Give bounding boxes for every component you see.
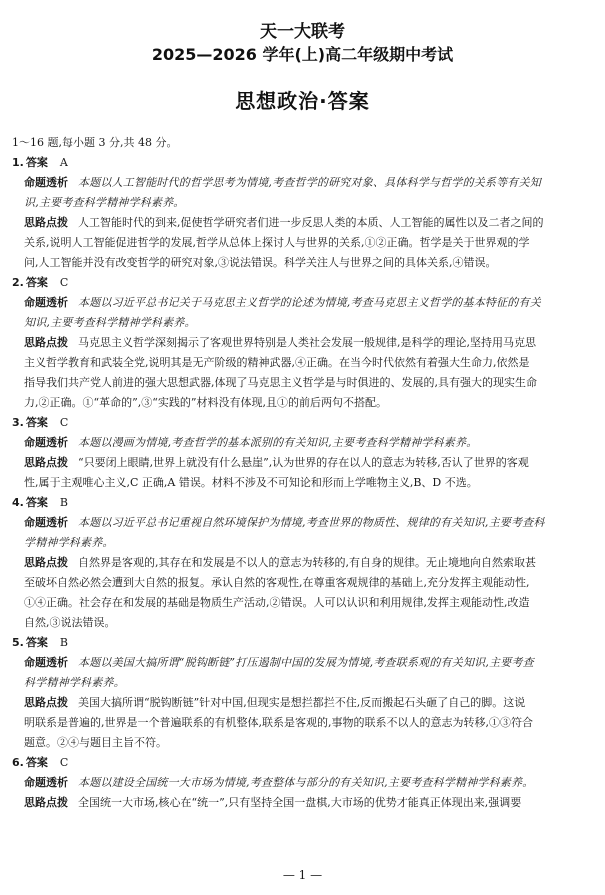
- answer-line: [12, 633, 593, 653]
- answer-line: [12, 413, 593, 433]
- hint-text: 关系,说明人工智能促进哲学的发展,哲学从总体上探讨人与世界的关系,①②正确。哲学是关于世界观的学: [24, 236, 530, 249]
- analysis-text: 本题以漫画为情境,考查哲学的基本派别的有关知识,主要考查科学精神学科素养。: [78, 436, 478, 449]
- hint-text: 至破坏自然必然会遭到大自然的报复。承认自然的客观性,在尊重客观规律的基础上,充分发挥主观能动性,: [24, 576, 530, 589]
- hint-text: 明联系是普遍的,世界是一个普遍联系的有机整体,联系是客观的,事物的联系不以人的意志为转移,①③符合: [24, 716, 533, 729]
- answer-body: [12, 133, 593, 813]
- analysis-label: 命题透析: [24, 436, 68, 449]
- analysis-label: 命题透析: [24, 656, 68, 669]
- hint-line: [12, 693, 593, 713]
- hint-line: [12, 373, 593, 393]
- answer-label: 答案: [25, 276, 48, 289]
- hint-label: 思路点拨: [24, 336, 68, 349]
- hint-line: [12, 713, 593, 733]
- analysis-text: 本题以美国大搞所谓“脱钩断链”打压遏制中国的发展为情境,考查联系观的有关知识,主要考查: [78, 656, 534, 669]
- hint-label: 思路点拨: [24, 216, 68, 229]
- hint-text: 马克思主义哲学深刻揭示了客观世界特别是人类社会发展一般规律,是科学的理论,坚持用马克思: [78, 336, 536, 349]
- hint-label: 思路点拨: [24, 556, 68, 569]
- hint-line: [12, 613, 593, 633]
- exam-title: 2025—2026 学年(上)高二年级期中考试: [151, 45, 454, 64]
- hint-text: 力,②正确。①“革命的”,③“实践的”材料没有体现,且①的前后两句不搭配。: [24, 396, 387, 409]
- subject-title: 思想政治·答案: [235, 89, 370, 113]
- analysis-label: 命题透析: [24, 516, 68, 529]
- hint-text: ①④正确。社会存在和发展的基础是物质生产活动,②错误。人可以认识和利用规律,发挥主观能动性,改造: [24, 596, 530, 609]
- answer-label: 答案: [25, 636, 48, 649]
- hint-line: [12, 253, 593, 273]
- question-number: 5.: [12, 636, 24, 649]
- page-number: — 1 —: [282, 868, 323, 882]
- hint-text: 人工智能时代的到来,促使哲学研究者们进一步反思人类的本质、人工智能的属性以及二者之间的: [78, 216, 544, 229]
- analysis-text: 本题以习近平总书记重视自然环境保护为情境,考查世界的物质性、规律的有关知识,主要考查科: [78, 516, 545, 529]
- analysis-line: [12, 193, 593, 213]
- analysis-text: 本题以习近平总书记关于马克思主义哲学的论述为情境,考查马克思主义哲学的基本特征的有关: [78, 296, 541, 309]
- answer-label: 答案: [25, 496, 48, 509]
- answer-line: [12, 273, 593, 293]
- analysis-label: 命题透析: [24, 776, 68, 789]
- hint-text: 问,人工智能并没有改变哲学的研究对象,③说法错误。科学关注人与世界之间的具体关系,④错误。: [24, 256, 497, 269]
- analysis-text: 知识,主要考查科学精神学科素养。: [24, 316, 196, 329]
- question-number: 4.: [12, 496, 24, 509]
- question-number: 6.: [12, 756, 24, 769]
- hint-line: [12, 593, 593, 613]
- analysis-text: 本题以人工智能时代的哲学思考为情境,考查哲学的研究对象、具体科学与哲学的关系等有关知: [78, 176, 541, 189]
- hint-label: 思路点拨: [24, 696, 68, 709]
- analysis-line: [12, 653, 593, 673]
- section-intro: 1～16 题,每小题 3 分,共 48 分。: [12, 136, 178, 149]
- answer-label: 答案: [25, 156, 48, 169]
- hint-line: [12, 233, 593, 253]
- hint-line: [12, 553, 593, 573]
- analysis-text: 本题以建设全国统一大市场为情境,考查整体与部分的有关知识,主要考查科学精神学科素养。: [78, 776, 534, 789]
- hint-label: 思路点拨: [24, 796, 68, 809]
- exam-org-title: 天一大联考: [260, 22, 345, 42]
- analysis-line: [12, 513, 593, 533]
- answer-value: C: [59, 416, 69, 429]
- hint-label: 思路点拨: [24, 456, 68, 469]
- hint-line: [12, 333, 593, 353]
- hint-line: [12, 353, 593, 373]
- analysis-text: 科学精神学科素养。: [24, 676, 125, 689]
- hint-text: 美国大搞所谓“脱钩断链”针对中国,但现实是想拦都拦不住,反而搬起石头砸了自己的脚。这说: [78, 696, 526, 709]
- answer-label: 答案: [25, 416, 48, 429]
- hint-line: [12, 473, 593, 493]
- hint-text: 题意。②④与题目主旨不符。: [24, 736, 167, 749]
- analysis-line: [12, 313, 593, 333]
- hint-line: [12, 393, 593, 413]
- hint-text: 自然,③说法错误。: [24, 616, 116, 629]
- analysis-line: [12, 293, 593, 313]
- hint-line: [12, 793, 593, 813]
- answer-value: C: [59, 276, 69, 289]
- answer-line: [12, 753, 593, 773]
- hint-line: [12, 453, 593, 473]
- analysis-label: 命题透析: [24, 176, 68, 189]
- hint-text: 性,属于主观唯心主义,C 正确,A 错误。材料不涉及不可知论和形而上学唯物主义,B、D 不选。: [24, 476, 478, 489]
- analysis-text: 学精神学科素养。: [24, 536, 114, 549]
- analysis-line: [12, 533, 593, 553]
- analysis-line: [12, 673, 593, 693]
- hint-text: 指导我们共产党人前进的强大思想武器,体现了马克思主义哲学是与时俱进的、发展的,具有强大的现实生命: [24, 376, 537, 389]
- question-number: 1.: [12, 156, 24, 169]
- hint-line: [12, 573, 593, 593]
- hint-line: [12, 733, 593, 753]
- answer-label: 答案: [25, 756, 48, 769]
- hint-text: “只要闭上眼睛,世界上就没有什么悬崖”,认为世界的存在以人的意志为转移,否认了世界的客观: [78, 456, 529, 469]
- answer-line: [12, 493, 593, 513]
- hint-text: 自然界是客观的,其存在和发展是不以人的意志为转移的,有自身的规律。无止境地向自然索取甚: [78, 556, 536, 569]
- answer-line: [12, 153, 593, 173]
- hint-line: [12, 213, 593, 233]
- analysis-line: [12, 173, 593, 193]
- analysis-label: 命题透析: [24, 296, 68, 309]
- answer-value: B: [59, 496, 68, 509]
- question-number: 3.: [12, 416, 24, 429]
- hint-text: 主义哲学教育和武装全党,说明其是无产阶级的精神武器,④正确。在当今时代依然有着强大生命力,依然是: [24, 356, 530, 369]
- hint-text: 全国统一大市场,核心在“统一”,只有坚持全国一盘棋,大市场的优势才能真正体现出来,强调要: [78, 796, 522, 809]
- answer-value: A: [59, 156, 68, 169]
- analysis-line: [12, 773, 593, 793]
- question-number: 2.: [12, 276, 24, 289]
- analysis-line: [12, 433, 593, 453]
- answer-value: B: [59, 636, 68, 649]
- answer-value: C: [59, 756, 69, 769]
- analysis-text: 识,主要考查科学精神学科素养。: [24, 196, 185, 209]
